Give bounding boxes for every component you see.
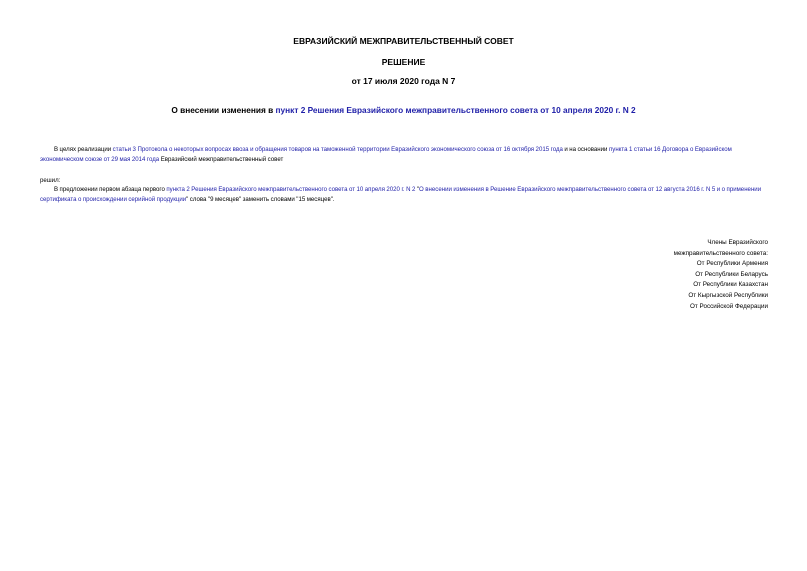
paragraph-amendment <box>40 185 770 205</box>
signature-member-kyrgyzstan: От Кыргызской Республики <box>688 291 768 299</box>
preamble-text-c: Евразийский межправительственный совет <box>159 156 284 163</box>
paragraph-preamble <box>40 145 770 165</box>
subject-prefix: О внесении изменения в <box>171 105 276 115</box>
signature-member-russia: От Российской Федерации <box>689 302 768 310</box>
signature-heading-2: межправительственного совета: <box>673 249 768 257</box>
amendment-text-b: " <box>415 186 420 193</box>
council-title: ЕВРАЗИЙСКИЙ МЕЖПРАВИТЕЛЬСТВЕННЫЙ СОВЕТ <box>293 36 514 46</box>
preamble-link-treaty[interactable]: пункта 1 статьи 16 Договора о Евразийском экономическом союзе от 29 мая 2014 года <box>40 146 732 163</box>
amendment-link-decision[interactable]: пункта 2 Решения Евразийского межправительственного совета от 10 апреля 2020 г. N 2 <box>166 186 416 193</box>
preamble-text-a: В целях реализации <box>54 146 113 153</box>
signature-member-kazakhstan: От Республики Казахстан <box>693 281 768 289</box>
signature-block <box>608 238 768 312</box>
decision-subject <box>0 105 807 115</box>
preamble-link-protocol[interactable]: статьи 3 Протокола о некоторых вопросах ввоза и обращения товаров на таможенной территории Евразийского экономического союза от 16 октября 2015 года <box>112 146 563 153</box>
decision-date: от 17 июля 2020 года N 7 <box>351 76 456 86</box>
amendment-text-c: " слова "9 месяцев" заменить словами "15 месяцев". <box>186 196 335 203</box>
subject-link[interactable]: пункт 2 Решения Евразийского межправительственного совета от 10 апреля 2020 г. N 2 <box>275 105 636 115</box>
resolved-label: решил: <box>40 177 61 184</box>
signature-member-belarus: От Республики Беларусь <box>695 270 768 278</box>
amendment-text-a: В предложении первом абзаца первого <box>54 186 167 193</box>
preamble-text-b: и на основании <box>562 146 609 153</box>
signature-heading-1: Члены Евразийского <box>707 239 768 246</box>
amendment-link-title[interactable]: О внесении изменения в Решение Евразийского межправительственного совета от 12 августа 2016 г. N 5 и о применении сертификата о происхождении серийной продукции <box>40 186 762 203</box>
decision-title: РЕШЕНИЕ <box>381 57 426 67</box>
signature-member-armenia: От Республики Армения <box>696 260 768 268</box>
